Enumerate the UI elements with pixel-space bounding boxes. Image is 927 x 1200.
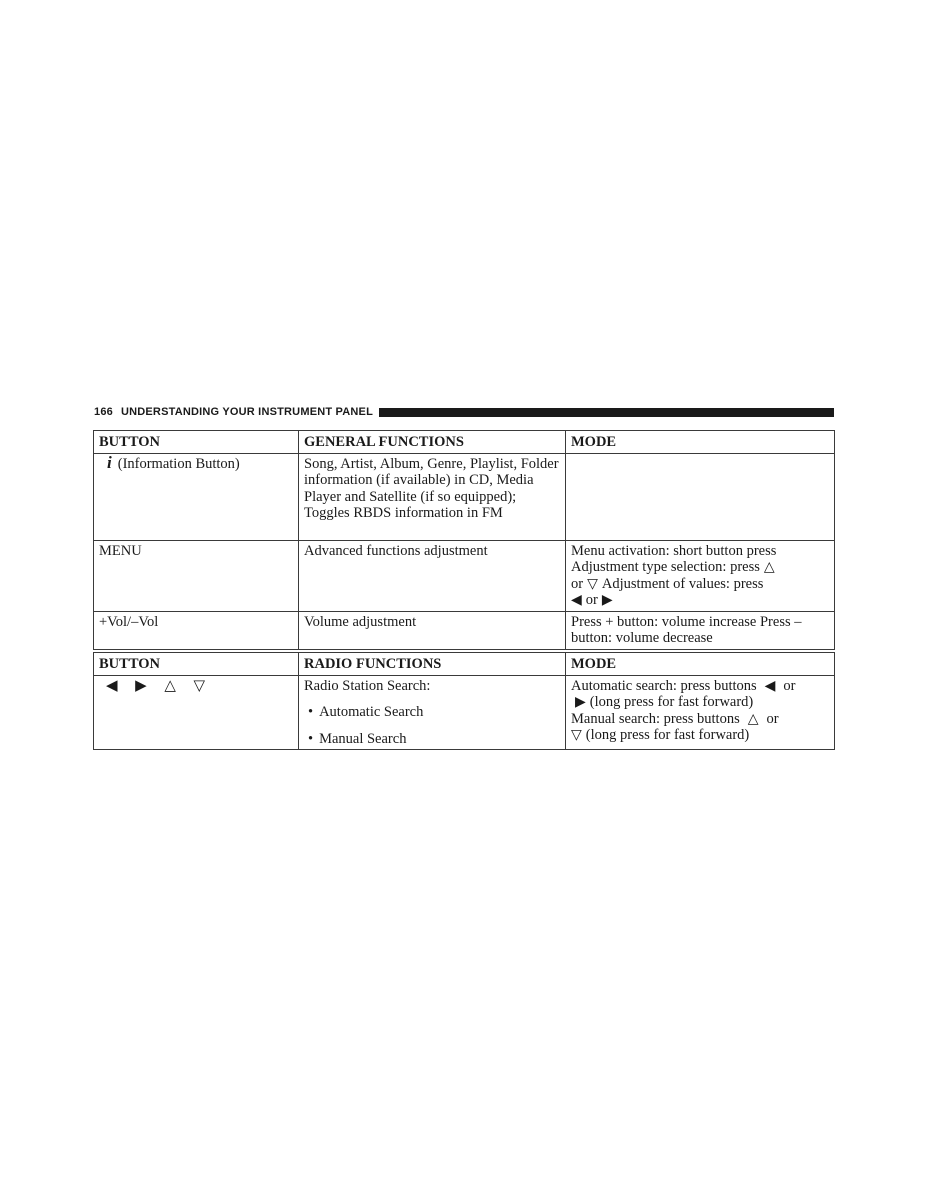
up-triangle-icon: △	[747, 710, 759, 727]
page-header	[94, 405, 834, 419]
mode-cell	[566, 453, 835, 540]
right-arrow-icon: ▶	[601, 592, 613, 608]
down-triangle-icon: ▽	[193, 675, 206, 694]
up-triangle-icon: △	[763, 559, 775, 575]
button-label: (Information Button)	[117, 455, 240, 472]
mode-cell: Press + button: volume increase Press – button: volume decrease	[566, 611, 835, 649]
table-row	[94, 453, 835, 540]
left-arrow-icon: ◀	[571, 592, 582, 608]
header-rule	[379, 408, 834, 417]
header-button: BUTTON	[94, 431, 299, 454]
mode-text: Adjustment of values: press	[601, 575, 764, 592]
left-arrow-icon: ◀	[764, 677, 776, 694]
mode-text: Automatic search: press buttons	[571, 677, 757, 694]
table-row	[94, 540, 835, 611]
functions-cell: Advanced functions adjustment	[299, 540, 566, 611]
header-general-functions: GENERAL FUNCTIONS	[299, 431, 566, 454]
mode-text: or	[783, 677, 796, 694]
mode-text: or	[766, 710, 779, 727]
button-cell	[94, 453, 299, 540]
table-row	[94, 675, 835, 750]
down-triangle-icon: ▽	[571, 727, 582, 743]
table-header-row	[94, 653, 835, 676]
list-item: • Automatic Search	[304, 704, 560, 721]
general-functions-table	[93, 430, 835, 650]
section-title: UNDERSTANDING YOUR INSTRUMENT PANEL	[120, 406, 374, 418]
functions-title: Radio Station Search:	[304, 677, 431, 694]
mode-text: or	[585, 592, 598, 608]
down-triangle-icon: ▽	[587, 575, 598, 592]
header-radio-functions: RADIO FUNCTIONS	[299, 653, 566, 676]
button-cell	[94, 675, 299, 750]
button-cell: +Vol/–Vol	[94, 611, 299, 649]
list-item: • Manual Search	[304, 731, 560, 748]
mode-text: (long press for fast forward)	[589, 694, 754, 710]
page-number: 166	[94, 406, 113, 418]
mode-text: Menu activation: short button press	[571, 542, 777, 559]
header-mode: MODE	[566, 431, 835, 454]
up-triangle-icon: △	[164, 675, 176, 694]
left-arrow-icon: ◀	[106, 675, 118, 694]
header-button: BUTTON	[94, 653, 299, 676]
functions-cell: Volume adjustment	[299, 611, 566, 649]
information-icon: i	[107, 452, 112, 472]
mode-cell	[566, 675, 835, 750]
radio-functions-table	[93, 652, 835, 750]
header-mode: MODE	[566, 653, 835, 676]
functions-cell: Song, Artist, Album, Genre, Playlist, Folder information (if available) in CD, Media Player and Satellite (if so equipped); Toggles RBDS information in FM	[299, 453, 566, 540]
button-cell: MENU	[94, 540, 299, 611]
mode-cell	[566, 540, 835, 611]
mode-text: Manual search: press buttons	[571, 710, 740, 727]
right-arrow-icon: ▶	[135, 675, 147, 694]
mode-text: (long press for fast forward)	[585, 727, 750, 743]
functions-list	[304, 704, 560, 747]
mode-text: or	[571, 575, 584, 592]
right-arrow-icon: ▶	[575, 694, 586, 710]
mode-text: Adjustment type selection: press	[571, 559, 760, 575]
table-row	[94, 611, 835, 649]
functions-cell	[299, 675, 566, 750]
table-header-row	[94, 431, 835, 454]
